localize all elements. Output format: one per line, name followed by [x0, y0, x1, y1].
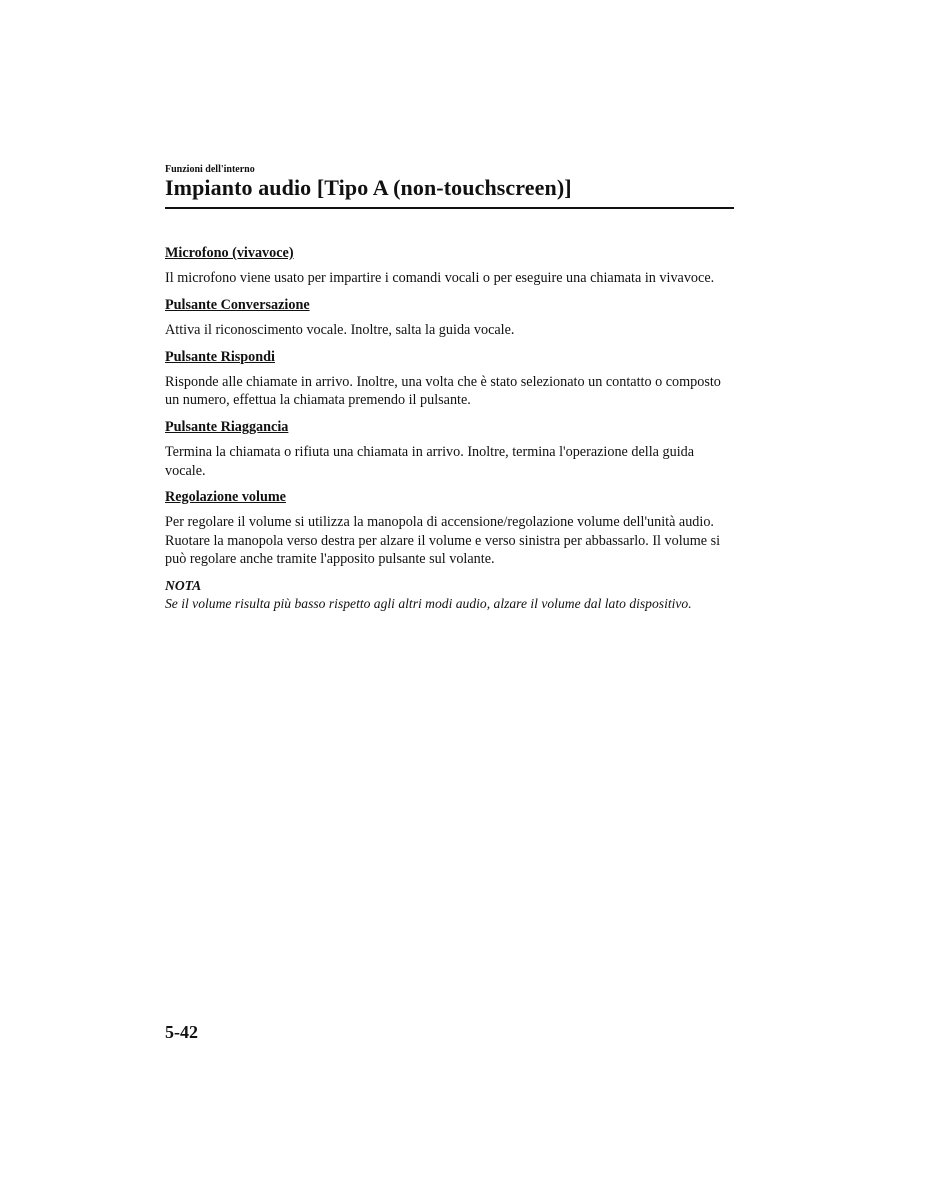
- paragraph-volume: Per regolare il volume si utilizza la manopola di accensione/regolazione volume dell'unità audio. Ruotare la manopola verso destra per alzare il volume e verso sinistra per abbassarlo. Il volume si può regolare anche tramite l'apposito pulsante sul volante.: [165, 514, 721, 568]
- heading-conversazione: Pulsante Conversazione: [165, 296, 310, 313]
- paragraph-rispondi: Risponde alle chiamate in arrivo. Inoltre, una volta che è stato selezionato un contatto o composto un numero, effettua la chiamata premendo il pulsante.: [165, 374, 721, 409]
- main-content: [165, 244, 735, 613]
- note-text: Se il volume risulta più basso rispetto agli altri modi audio, alzare il volume dal lato dispositivo.: [165, 595, 692, 611]
- paragraph-riaggancia: Termina la chiamata o rifiuta una chiamata in arrivo. Inoltre, termina l'operazione della guida vocale.: [165, 444, 695, 479]
- paragraph-conversazione: Attiva il riconoscimento vocale. Inoltre, salta la guida vocale.: [165, 322, 515, 339]
- note-label: NOTA: [165, 577, 202, 593]
- heading-microfono: Microfono (vivavoce): [165, 245, 294, 261]
- page-number: 5-42: [165, 1022, 198, 1042]
- section-label: Funzioni dell'interno: [165, 164, 255, 175]
- paragraph-microfono: Il microfono viene usato per impartire i comandi vocali o per eseguire una chiamata in vivavoce.: [165, 270, 715, 287]
- heading-volume: Regolazione volume: [165, 489, 286, 506]
- heading-riaggancia: Pulsante Riaggancia: [165, 418, 289, 435]
- page-title: Impianto audio [Tipo A (non-touchscreen)]: [165, 175, 572, 200]
- title-divider: [165, 207, 734, 209]
- note-block: [165, 577, 735, 613]
- heading-rispondi: Pulsante Rispondi: [165, 348, 275, 365]
